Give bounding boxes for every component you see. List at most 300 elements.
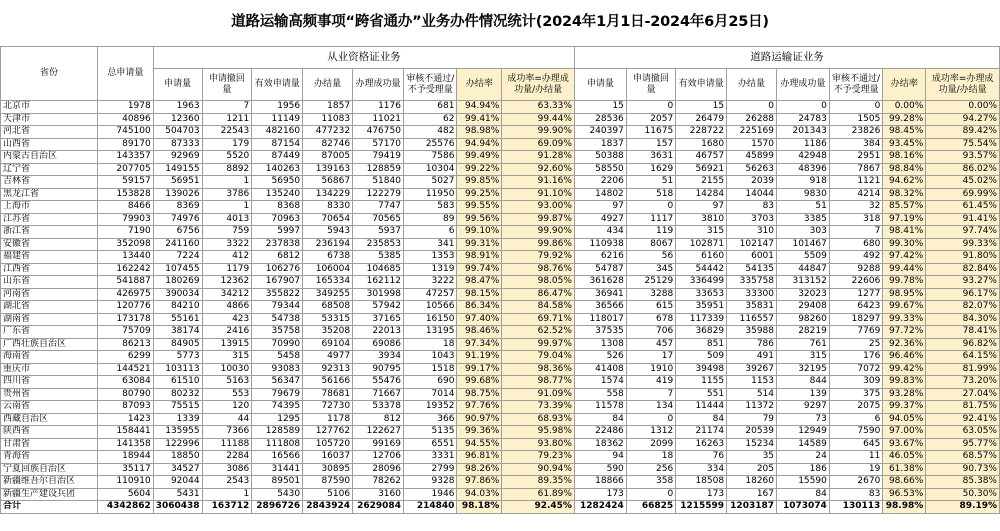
header-cert-rejected: 审核不通过/不予受理量: [829, 69, 882, 101]
value-cell: 11188: [202, 438, 252, 451]
value-cell: 6: [403, 226, 456, 239]
value-cell: 27.04%: [926, 388, 1000, 401]
value-cell: 423: [202, 313, 252, 326]
value-cell: 22013: [353, 326, 404, 339]
value-cell: 116557: [727, 313, 777, 326]
table-row: [1, 463, 1000, 476]
value-cell: 0: [626, 413, 675, 426]
value-cell: 15: [676, 101, 727, 114]
value-cell: 240397: [574, 126, 626, 139]
table-row: [1, 313, 1000, 326]
value-cell: 75709: [98, 326, 154, 339]
value-cell: 41408: [574, 363, 626, 376]
table-row: [1, 438, 1000, 451]
value-cell: 16037: [303, 451, 353, 464]
value-cell: 1: [202, 488, 252, 501]
value-cell: 8368: [252, 201, 303, 214]
value-cell: 18: [626, 451, 675, 464]
value-cell: 56: [626, 251, 675, 264]
value-cell: 105720: [303, 438, 353, 451]
value-cell: 157: [626, 138, 675, 151]
value-cell: 69104: [303, 338, 353, 351]
value-cell: 143357: [98, 151, 154, 164]
value-cell: 73.39%: [502, 401, 575, 414]
value-cell: 141358: [98, 438, 154, 451]
province-cell: 内蒙古自治区: [1, 151, 98, 164]
value-cell: 1339: [153, 413, 202, 426]
value-cell: 4342862: [98, 501, 154, 514]
province-cell: 西藏自治区: [1, 413, 98, 426]
value-cell: 349255: [303, 288, 353, 301]
value-cell: 5385: [353, 251, 404, 264]
value-cell: 73.20%: [926, 376, 1000, 389]
value-cell: 315: [676, 226, 727, 239]
value-cell: 7072: [829, 363, 882, 376]
value-cell: 179: [202, 138, 252, 151]
value-cell: 5135: [403, 426, 456, 439]
value-cell: 2951: [829, 151, 882, 164]
province-cell: 四川省: [1, 376, 98, 389]
value-cell: 18866: [574, 476, 626, 489]
table-row: [1, 376, 1000, 389]
value-cell: 118017: [574, 313, 626, 326]
value-cell: 91.10%: [502, 188, 575, 201]
value-cell: 94.03%: [457, 488, 502, 501]
value-cell: 412: [202, 251, 252, 264]
value-cell: 99.67%: [883, 301, 926, 314]
header-qual-completed: 办结量: [303, 69, 353, 101]
value-cell: 14589: [777, 438, 830, 451]
value-cell: 96.17%: [926, 288, 1000, 301]
value-cell: 301998: [353, 288, 404, 301]
value-cell: 79903: [98, 213, 154, 226]
value-cell: 56950: [252, 176, 303, 189]
province-cell: 海南省: [1, 351, 98, 364]
value-cell: 18: [403, 338, 456, 351]
value-cell: 61.45%: [926, 201, 1000, 214]
value-cell: 51: [777, 201, 830, 214]
value-cell: 92313: [303, 363, 353, 376]
province-cell: 安徽省: [1, 238, 98, 251]
value-cell: 98260: [777, 313, 830, 326]
value-cell: 119: [626, 226, 675, 239]
value-cell: 33653: [676, 288, 727, 301]
value-cell: 11675: [626, 126, 675, 139]
value-cell: 18508: [676, 476, 727, 489]
table-body: [1, 101, 1000, 514]
province-cell: 新疆生产建设兵团: [1, 488, 98, 501]
value-cell: 99.42%: [883, 363, 926, 376]
value-cell: 0: [626, 101, 675, 114]
value-cell: 66825: [626, 501, 675, 514]
header-cert-success: 办理成功量: [777, 69, 830, 101]
value-cell: 18297: [829, 313, 882, 326]
value-cell: 1176: [353, 101, 404, 114]
table-row: [1, 488, 1000, 501]
value-cell: 9830: [777, 188, 830, 201]
value-cell: 26479: [676, 113, 727, 126]
value-cell: 1312: [626, 426, 675, 439]
value-cell: 25: [829, 338, 882, 351]
value-cell: 70654: [303, 213, 353, 226]
value-cell: 99.44%: [502, 113, 575, 126]
table-row: [1, 388, 1000, 401]
table-row: [1, 226, 1000, 239]
value-cell: 173: [676, 488, 727, 501]
value-cell: 336499: [676, 276, 727, 289]
value-cell: 149155: [153, 163, 202, 176]
value-cell: 7590: [829, 426, 882, 439]
value-cell: 98.84%: [883, 163, 926, 176]
value-cell: 28096: [353, 463, 404, 476]
value-cell: 303: [777, 226, 830, 239]
value-cell: 12949: [777, 426, 830, 439]
value-cell: 1629: [626, 163, 675, 176]
value-cell: 86.34%: [457, 301, 502, 314]
value-cell: 19352: [403, 401, 456, 414]
value-cell: 14284: [676, 188, 727, 201]
value-cell: 615: [626, 301, 675, 314]
value-cell: 144521: [98, 363, 154, 376]
value-cell: 91.28%: [502, 151, 575, 164]
province-cell: 甘肃省: [1, 438, 98, 451]
value-cell: 92.41%: [926, 413, 1000, 426]
value-cell: 98.45%: [883, 126, 926, 139]
value-cell: 759: [202, 226, 252, 239]
value-cell: 78262: [353, 476, 404, 489]
value-cell: 2155: [676, 176, 727, 189]
value-cell: 51: [626, 176, 675, 189]
value-cell: 6756: [153, 226, 202, 239]
header-total-applications: 总申请量: [98, 47, 154, 101]
value-cell: 205: [727, 463, 777, 476]
value-cell: 35831: [727, 301, 777, 314]
value-cell: 8067: [626, 238, 675, 251]
value-cell: 84: [777, 488, 830, 501]
value-cell: 851: [676, 338, 727, 351]
value-cell: 158441: [98, 426, 154, 439]
value-cell: 28536: [574, 113, 626, 126]
value-cell: 63.05%: [926, 426, 1000, 439]
value-cell: 9297: [777, 401, 830, 414]
value-cell: 54738: [252, 313, 303, 326]
value-cell: 19: [829, 463, 882, 476]
value-cell: 518: [626, 188, 675, 201]
value-cell: 180269: [153, 276, 202, 289]
value-cell: 162242: [98, 263, 154, 276]
value-cell: 6551: [403, 438, 456, 451]
value-cell: 1186: [777, 138, 830, 151]
value-cell: 99.90%: [502, 226, 575, 239]
value-cell: 103113: [153, 363, 202, 376]
value-cell: 84210: [153, 301, 202, 314]
value-cell: 162112: [353, 276, 404, 289]
value-cell: 20539: [727, 426, 777, 439]
table-row: [1, 351, 1000, 364]
value-cell: 2099: [626, 438, 675, 451]
table-row: [1, 276, 1000, 289]
value-cell: 37165: [353, 313, 404, 326]
value-cell: 69086: [353, 338, 404, 351]
value-cell: 93.80%: [502, 438, 575, 451]
province-cell: 青海省: [1, 451, 98, 464]
value-cell: 514: [727, 388, 777, 401]
value-cell: 1117: [626, 213, 675, 226]
value-cell: 97.76%: [457, 401, 502, 414]
value-cell: 99.97%: [502, 338, 575, 351]
value-cell: 0.00%: [883, 101, 926, 114]
value-cell: 31441: [252, 463, 303, 476]
value-cell: 558: [574, 388, 626, 401]
value-cell: 94.94%: [457, 138, 502, 151]
value-cell: 40896: [98, 113, 154, 126]
value-cell: 96.53%: [883, 488, 926, 501]
value-cell: 2075: [829, 401, 882, 414]
value-cell: 99.37%: [883, 401, 926, 414]
value-cell: 85.38%: [926, 476, 1000, 489]
header-group-transport-cert: 道路运输证业务: [574, 47, 999, 69]
value-cell: 99.17%: [457, 363, 502, 376]
value-cell: 355822: [252, 288, 303, 301]
value-cell: 32195: [777, 363, 830, 376]
value-cell: 918: [777, 176, 830, 189]
table-row: [1, 338, 1000, 351]
value-cell: 1963: [153, 101, 202, 114]
value-cell: 37535: [574, 326, 626, 339]
province-cell: 江西省: [1, 263, 98, 276]
value-cell: 48396: [777, 163, 830, 176]
value-cell: 26288: [727, 113, 777, 126]
value-cell: 93.45%: [883, 138, 926, 151]
value-cell: 93083: [252, 363, 303, 376]
value-cell: 99.31%: [457, 238, 502, 251]
value-cell: 36566: [574, 301, 626, 314]
value-cell: 4927: [574, 213, 626, 226]
value-cell: 7747: [353, 201, 404, 214]
value-cell: 10030: [202, 363, 252, 376]
value-cell: 1308: [574, 338, 626, 351]
value-cell: 4214: [829, 188, 882, 201]
value-cell: 87449: [252, 151, 303, 164]
value-cell: 61510: [153, 376, 202, 389]
value-cell: 128859: [353, 163, 404, 176]
value-cell: 99.33%: [883, 313, 926, 326]
value-cell: 434: [574, 226, 626, 239]
value-cell: 492: [829, 251, 882, 264]
value-cell: 70565: [353, 213, 404, 226]
value-cell: 84: [574, 413, 626, 426]
value-cell: 99.55%: [457, 201, 502, 214]
value-cell: 14802: [574, 188, 626, 201]
value-cell: 18944: [98, 451, 154, 464]
value-cell: 844: [777, 376, 830, 389]
value-cell: 25576: [403, 138, 456, 151]
header-qual-withdrawn: 申请撤回量: [202, 69, 252, 101]
value-cell: 98.15%: [457, 288, 502, 301]
value-cell: 361628: [574, 276, 626, 289]
value-cell: 68.93%: [502, 413, 575, 426]
value-cell: 140263: [252, 163, 303, 176]
value-cell: 30895: [303, 463, 353, 476]
value-cell: 82.07%: [926, 301, 1000, 314]
value-cell: 32023: [777, 288, 830, 301]
table-row: [1, 451, 1000, 464]
value-cell: 50.30%: [926, 488, 1000, 501]
province-cell: 湖北省: [1, 301, 98, 314]
value-cell: 91.09%: [502, 388, 575, 401]
value-cell: 0: [626, 201, 675, 214]
value-cell: 12706: [353, 451, 404, 464]
header-group-qualification: 从业资格证业务: [153, 47, 574, 69]
value-cell: 335758: [727, 276, 777, 289]
province-cell: 广西壮族自治区: [1, 338, 98, 351]
value-cell: 6299: [98, 351, 154, 364]
value-cell: 1956: [252, 101, 303, 114]
value-cell: 5106: [303, 488, 353, 501]
value-cell: 95.77%: [926, 438, 1000, 451]
header-province: 省份: [1, 47, 98, 101]
value-cell: 2896726: [252, 501, 303, 514]
value-cell: 786: [727, 338, 777, 351]
value-cell: 55476: [353, 376, 404, 389]
value-cell: 83: [829, 488, 882, 501]
value-cell: 3160: [353, 488, 404, 501]
value-cell: 3385: [777, 213, 830, 226]
value-cell: 34212: [202, 288, 252, 301]
value-cell: 173: [574, 488, 626, 501]
value-cell: 3786: [202, 188, 252, 201]
province-cell: 天津市: [1, 113, 98, 126]
value-cell: 86.02%: [926, 163, 1000, 176]
province-cell: 贵州省: [1, 388, 98, 401]
province-cell: 辽宁省: [1, 163, 98, 176]
table-row: [1, 151, 1000, 164]
value-cell: 95.98%: [502, 426, 575, 439]
value-cell: 98.98%: [457, 126, 502, 139]
table-row: [1, 138, 1000, 151]
value-cell: 87590: [303, 476, 353, 489]
value-cell: 81.99%: [926, 363, 1000, 376]
value-cell: 590: [574, 463, 626, 476]
value-cell: 678: [626, 313, 675, 326]
value-cell: 39267: [727, 363, 777, 376]
value-cell: 228722: [676, 126, 727, 139]
value-cell: 0.00%: [926, 101, 1000, 114]
value-cell: 46757: [676, 151, 727, 164]
value-cell: 93.57%: [926, 151, 1000, 164]
value-cell: 69.09%: [502, 138, 575, 151]
value-cell: 44847: [777, 263, 830, 276]
value-cell: 0: [829, 101, 882, 114]
value-cell: 4013: [202, 213, 252, 226]
value-cell: 6160: [676, 251, 727, 264]
value-cell: 1910: [626, 363, 675, 376]
value-cell: 309: [829, 376, 882, 389]
value-cell: 139026: [153, 188, 202, 201]
value-cell: 87154: [252, 138, 303, 151]
value-cell: 5943: [303, 226, 353, 239]
value-cell: 102871: [676, 238, 727, 251]
value-cell: 79679: [252, 388, 303, 401]
value-cell: 73: [777, 413, 830, 426]
value-cell: 315: [777, 351, 830, 364]
value-cell: 13915: [202, 338, 252, 351]
value-cell: 1574: [574, 376, 626, 389]
value-cell: 99.30%: [883, 238, 926, 251]
value-cell: 74395: [252, 401, 303, 414]
value-cell: 551: [676, 388, 727, 401]
value-cell: 7190: [98, 226, 154, 239]
value-cell: 99.41%: [457, 113, 502, 126]
value-cell: 3631: [626, 151, 675, 164]
value-cell: 18362: [574, 438, 626, 451]
value-cell: 7867: [829, 163, 882, 176]
value-cell: 1505: [829, 113, 882, 126]
value-cell: 89501: [252, 476, 303, 489]
value-cell: 91.16%: [502, 176, 575, 189]
value-cell: 102147: [727, 238, 777, 251]
value-cell: 1295: [252, 413, 303, 426]
value-cell: 5937: [353, 226, 404, 239]
value-cell: 53378: [353, 401, 404, 414]
value-cell: 235853: [353, 238, 404, 251]
value-cell: 2843924: [303, 501, 353, 514]
value-cell: 99.86%: [502, 238, 575, 251]
value-cell: 98.46%: [457, 326, 502, 339]
value-cell: 70990: [252, 338, 303, 351]
value-cell: 75515: [153, 401, 202, 414]
table-row: [1, 163, 1000, 176]
value-cell: 2206: [574, 176, 626, 189]
value-cell: 225169: [727, 126, 777, 139]
value-cell: 11149: [252, 113, 303, 126]
value-cell: 167: [727, 488, 777, 501]
value-cell: 7: [829, 226, 882, 239]
table-row: [1, 288, 1000, 301]
value-cell: 61.38%: [883, 463, 926, 476]
value-cell: 87093: [98, 401, 154, 414]
value-cell: 352098: [98, 238, 154, 251]
table-row: [1, 126, 1000, 139]
value-cell: 5027: [403, 176, 456, 189]
value-cell: 91.41%: [926, 213, 1000, 226]
value-cell: 50388: [574, 151, 626, 164]
value-cell: 32: [829, 201, 882, 214]
value-cell: 1215599: [676, 501, 727, 514]
value-cell: 9288: [829, 263, 882, 276]
header-cert-valid: 有效申请量: [676, 69, 727, 101]
value-cell: 15: [574, 101, 626, 114]
value-cell: 92.45%: [502, 501, 575, 514]
value-cell: 7224: [153, 251, 202, 264]
value-cell: 5773: [153, 351, 202, 364]
value-cell: 237838: [252, 238, 303, 251]
value-cell: 90795: [353, 363, 404, 376]
value-cell: 130113: [829, 501, 882, 514]
value-cell: 56347: [252, 376, 303, 389]
value-cell: 1680: [676, 138, 727, 151]
value-cell: 79344: [252, 301, 303, 314]
value-cell: 8466: [98, 201, 154, 214]
value-cell: 99.78%: [883, 276, 926, 289]
value-cell: 5997: [252, 226, 303, 239]
value-cell: 93.00%: [502, 201, 575, 214]
value-cell: 22543: [202, 126, 252, 139]
value-cell: 98.47%: [457, 276, 502, 289]
value-cell: 21174: [676, 426, 727, 439]
value-cell: 98.41%: [883, 226, 926, 239]
value-cell: 57942: [353, 301, 404, 314]
